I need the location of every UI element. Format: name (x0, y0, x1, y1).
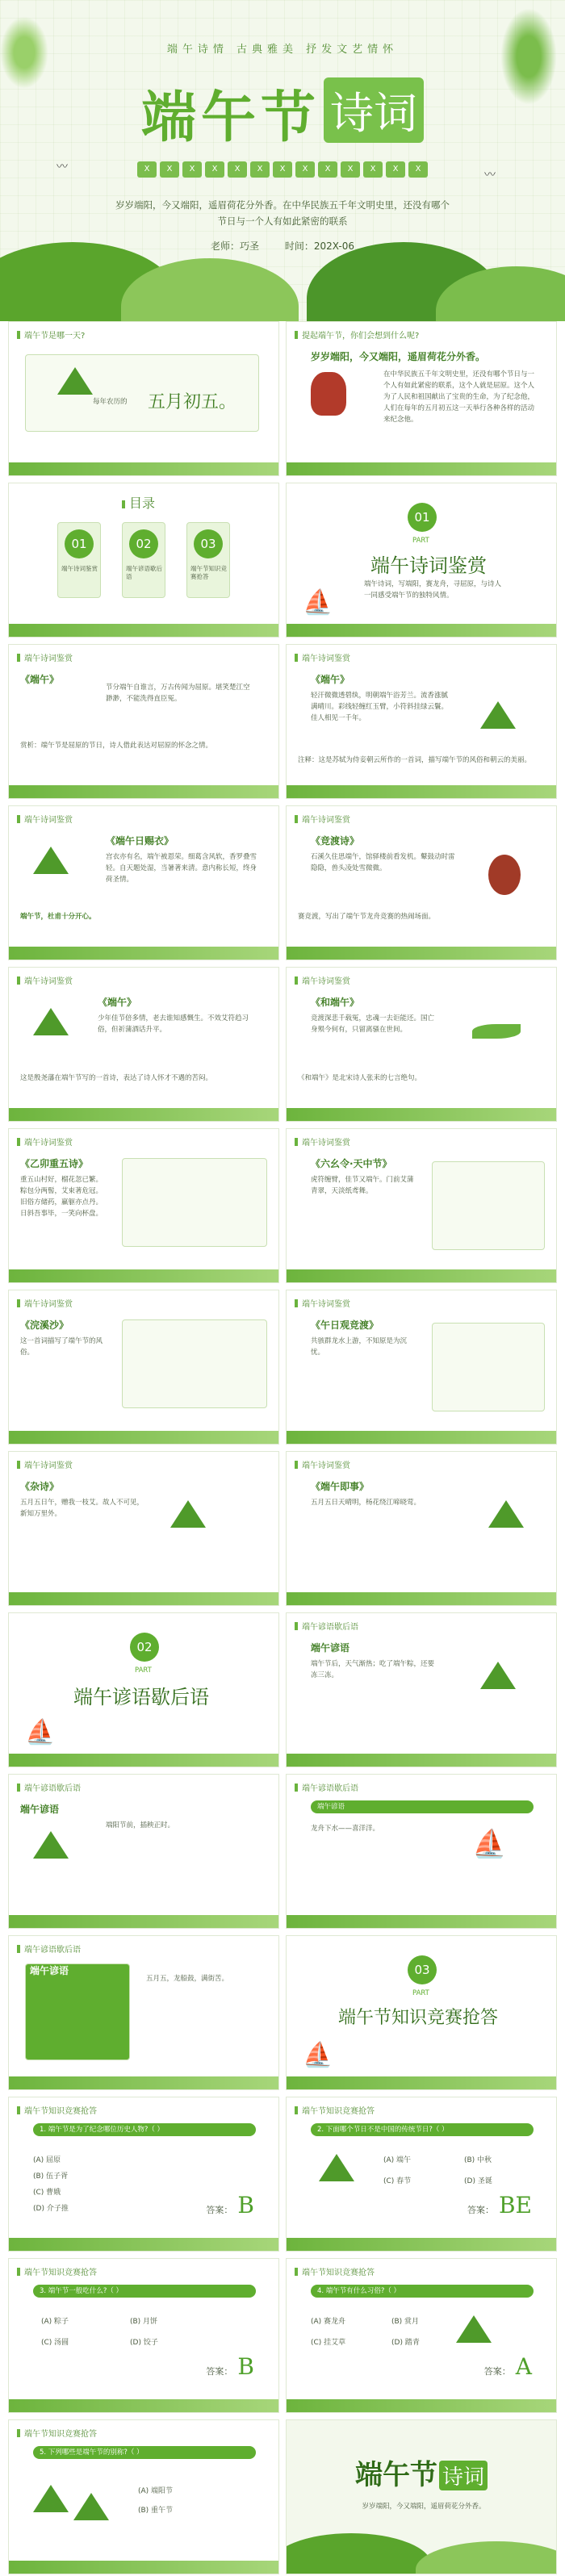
quiz-question: 1. 端午节是为了纪念哪位历史人物?（ ） (33, 2123, 256, 2136)
slide-footer (9, 2561, 278, 2574)
zongzi-icon (57, 367, 93, 395)
slide-poem[interactable] (8, 1451, 279, 1606)
quiz-option[interactable]: (A) 屈原 (33, 2156, 61, 2164)
ending-body: 岁岁端阳，今又端阳，遥眉荷花分外香。 (362, 2503, 486, 2511)
slide-quiz[interactable] (8, 2258, 279, 2413)
slide-footer (287, 2076, 556, 2089)
slide-header: 端午诗词鉴赏 (295, 974, 350, 986)
poem-title: 《和端午》 (311, 997, 360, 1008)
answer-value: A (515, 2353, 532, 2380)
zongzi-icon (480, 1662, 516, 1689)
slide-section-3[interactable] (286, 1935, 557, 2090)
slide-ending[interactable] (286, 2419, 557, 2574)
section-number: 02 (130, 1633, 159, 1662)
poem-card (122, 1158, 267, 1247)
section-part: PART (412, 1989, 429, 1997)
toc-label: 端午谚语歇后语 (126, 565, 162, 580)
date-big: 五月初五。 (148, 392, 237, 412)
answer-value: BE (498, 2192, 532, 2218)
zongzi-icon (73, 2493, 109, 2520)
answer-label: 答案： (206, 2366, 233, 2377)
slide-footer (287, 1592, 556, 1605)
wine-jar-icon (488, 855, 521, 895)
poem-title: 《乙卯重五诗》 (20, 1158, 89, 1169)
slide-poem[interactable] (286, 1290, 557, 1445)
section-title: 端午诗词鉴赏 (370, 554, 487, 577)
quiz-option[interactable]: (D) 踏青 (391, 2339, 420, 2347)
dragon-boat-icon: ⛵ (303, 2041, 333, 2069)
toc-label: 端午节知识竞赛抢答 (190, 565, 227, 580)
slide-header: 端午节知识竞赛抢答 (295, 2104, 375, 2116)
ending-title-main: 端午节 (354, 2459, 437, 2491)
quiz-option[interactable]: (B) 中秋 (464, 2156, 492, 2164)
slide-title: 端午谚语 (30, 1965, 69, 1976)
slide-footer (287, 624, 556, 637)
slide-header: 端午诗词鉴赏 (17, 1135, 73, 1148)
slide-date[interactable] (8, 321, 279, 476)
slide-footer (287, 462, 556, 475)
quiz-answer (206, 2353, 254, 2380)
slide-section-2[interactable] (8, 1612, 279, 1767)
quiz-question: 4. 端午节有什么习俗?（ ） (311, 2285, 534, 2298)
slide-header: 端午节知识竞赛抢答 (17, 2104, 97, 2116)
poem-note: 《和端午》是北宋诗人张耒的七言绝句。 (298, 1074, 422, 1082)
cover-title (0, 74, 565, 153)
slide-footer (9, 2238, 278, 2251)
slide-proverb[interactable] (8, 1935, 279, 2090)
ending-title (287, 2453, 556, 2492)
poem-body: 少年佳节倍多情，老去谁知感慨生。不效艾符趋习俗，但祈蒲酒话升平。 (98, 1014, 249, 1034)
poem-card (432, 1323, 545, 1411)
quiz-option[interactable]: (D) 介子推 (33, 2205, 69, 2213)
slide-proverb[interactable] (286, 1612, 557, 1767)
toc-item[interactable] (186, 522, 230, 598)
slide-poem[interactable] (286, 1451, 557, 1606)
slide-header: 端午诗词鉴赏 (17, 974, 73, 986)
zongzi-icon (480, 701, 516, 729)
poem-card (432, 1161, 545, 1250)
slide-body: 端阳节前，插秧正时。 (106, 1821, 175, 1830)
toc-num: 03 (194, 529, 223, 558)
slide-intro[interactable] (286, 321, 557, 476)
subline-char: X (273, 161, 292, 178)
dragon-boat-icon: ⛵ (472, 1828, 507, 1860)
answer-label: 答案： (206, 2205, 233, 2215)
subline-char: X (182, 161, 202, 178)
poem-note: 注释：这是苏轼为侍妾朝云所作的一首词，描写端午节的风俗和朝云的美丽。 (298, 756, 532, 764)
slide-header: 端午诗词鉴赏 (17, 813, 73, 825)
slide-header: 端午节知识竞赛抢答 (17, 2265, 97, 2277)
slide-body: 龙舟下水——喜洋洋。 (311, 1825, 380, 1833)
poem-card (122, 1319, 267, 1408)
quiz-option[interactable]: (B) 伍子胥 (33, 2172, 69, 2181)
mountain-illustration (416, 2541, 557, 2574)
section-number: 01 (408, 503, 437, 532)
slide-poem[interactable] (286, 967, 557, 1122)
slide-quiz[interactable] (8, 2419, 279, 2574)
toc-item[interactable] (122, 522, 165, 598)
slide-body: 在中华民族五千年文明史里，还没有哪个节日与一个人有如此紧密的联系，这个人就是屈原。这个人为了人民和祖国献出了宝贵的生命，为了纪念他，人们在每年的五月初五这一天举行各种各样的活动来纪念他。 (383, 370, 535, 424)
section-part: PART (135, 1666, 152, 1675)
poem-body: 这一首词描写了端午节的风俗。 (20, 1337, 103, 1357)
slide-footer (9, 462, 278, 475)
poem-note: 赛竞渡，写出了端午节龙舟竞赛的热闹场面。 (298, 913, 436, 921)
slide-title: 岁岁端阳，今又端阳，遥眉荷花分外香。 (311, 351, 486, 362)
slide-body: 五月五，龙船鼓，满街苦。 (146, 1975, 229, 1983)
poem-title: 《六幺令·天中节》 (311, 1158, 392, 1169)
swallow-icon: 〰 (56, 161, 68, 174)
slide-header: 端午谚语歇后语 (17, 1781, 81, 1793)
slide-footer (9, 2076, 278, 2089)
poem-body: 五月五日午，赠我一枝艾。故人不可见，新知万里外。 (20, 1499, 144, 1518)
slide-header: 提起端午节，你们会想到什么呢? (295, 328, 419, 341)
section-part: PART (412, 537, 429, 545)
slide-footer (287, 1754, 556, 1767)
date-note: 每年农历的 (93, 398, 128, 406)
cover-intro: 岁岁端阳，今又端阳，遥眉荷花分外香。在中华民族五千年文明史里，还没有哪个节日与一个人有如此紧密的联系 (115, 199, 450, 227)
slide-title: 端午谚语 (311, 1642, 350, 1654)
cover-subline (137, 161, 428, 178)
section-desc: 端午诗词，写端阳，赛龙舟，寻屈原，与诗人一同感受端午节的独特风情。 (364, 580, 502, 600)
toc-item[interactable] (57, 522, 101, 598)
subline-char: X (250, 161, 270, 178)
section-title: 端午节知识竞赛抢答 (338, 2008, 499, 2028)
slide-title: 端午谚语 (20, 1804, 60, 1815)
quiz-option[interactable]: (B) 赏月 (391, 2318, 420, 2326)
poem-title: 《杂诗》 (20, 1481, 60, 1492)
cover-teacher: 老师：巧圣 (211, 240, 260, 252)
proverb-bar: 端午谚语 (311, 1800, 534, 1813)
slide-header: 端午谚语歇后语 (295, 1781, 358, 1793)
slide-footer (287, 2399, 556, 2412)
cover-title-main: 端午节 (140, 86, 320, 150)
poem-title: 《浣溪沙》 (20, 1319, 69, 1331)
slide-header: 端午诗词鉴赏 (17, 1297, 73, 1309)
slide-header: 端午节是哪一天? (17, 328, 85, 341)
slide-header: 端午诗词鉴赏 (17, 1458, 73, 1470)
bamboo-leaves-decoration (500, 8, 557, 105)
slide-footer (287, 947, 556, 960)
quiz-answer (206, 2192, 254, 2218)
zongzi-icon (33, 1008, 69, 1035)
answer-label: 答案： (467, 2205, 494, 2215)
slide-footer (9, 1431, 278, 1444)
slide-footer (9, 2399, 278, 2412)
section-number: 03 (408, 1955, 437, 1984)
zongzi-icon (33, 2485, 69, 2512)
poem-title: 《端午即事》 (311, 1481, 370, 1492)
slide-footer (9, 785, 278, 798)
toc-num: 01 (65, 529, 94, 558)
leaf-icon (472, 1024, 521, 1039)
poem-body: 轻汗微微透碧纨，明朝端午浴芳兰。流香涨腻满晴川。彩线轻缠红玉臂，小符斜挂绿云鬟。佳人相见一千年。 (311, 692, 449, 722)
slide-footer (9, 1592, 278, 1605)
slide-quiz[interactable] (286, 2258, 557, 2413)
subline-char: X (408, 161, 428, 178)
slide-quiz[interactable] (286, 2097, 557, 2252)
poem-title: 《端午》 (311, 674, 350, 685)
slide-section-1[interactable] (286, 483, 557, 638)
slide-footer (287, 2238, 556, 2251)
slide-header: 端午诗词鉴赏 (295, 1458, 350, 1470)
slide-footer (287, 785, 556, 798)
slide-footer (287, 1915, 556, 1928)
subline-char: X (137, 161, 157, 178)
answer-value: B (237, 2192, 254, 2218)
slide-header: 端午诗词鉴赏 (295, 651, 350, 663)
cover-tagline: 端午诗情 古典雅美 抒发文艺情怀 (166, 44, 399, 56)
poem-title: 《端午日赐衣》 (106, 835, 174, 847)
quiz-option[interactable]: (C) 挂艾草 (311, 2339, 346, 2347)
slide-poem[interactable] (286, 1128, 557, 1283)
quiz-option[interactable]: (D) 饺子 (130, 2339, 158, 2347)
cover-slide (0, 0, 565, 321)
slide-footer (9, 1269, 278, 1282)
subline-char: X (228, 161, 247, 178)
slide-header: 端午节知识竞赛抢答 (295, 2265, 375, 2277)
toc-num: 02 (129, 529, 158, 558)
cover-title-badge: 诗词 (324, 77, 424, 143)
slide-proverb[interactable] (8, 1774, 279, 1929)
slide-header: 端午诗词鉴赏 (295, 813, 350, 825)
zongzi-icon (170, 1500, 206, 1528)
proverb-card (25, 1963, 130, 2060)
quiz-option[interactable]: (A) 端阳节 (138, 2487, 174, 2495)
quiz-answer (484, 2353, 532, 2380)
ending-title-badge: 诗词 (439, 2461, 488, 2490)
slide-footer (287, 1431, 556, 1444)
slide-header: 端午谚语歇后语 (295, 1620, 358, 1632)
poem-body: 石溪久住思端午，馆驿楼前看发机。鼙鼓动时雷隐隐，兽头凌处雪微微。 (311, 853, 455, 872)
slide-header: 端午节知识竞赛抢答 (17, 2427, 97, 2439)
quiz-option[interactable]: (C) 春节 (383, 2177, 412, 2185)
zongzi-icon (33, 1831, 69, 1859)
slide-header: 目录 (122, 493, 155, 512)
poem-title: 《竞渡诗》 (311, 835, 360, 847)
quiz-question: 2. 下面哪个节日不是中国的传统节日?（ ） (311, 2123, 534, 2136)
slide-poem[interactable] (8, 1128, 279, 1283)
quiz-option[interactable]: (B) 重午节 (138, 2507, 174, 2515)
zongzi-icon (319, 2154, 354, 2181)
subline-char: X (205, 161, 224, 178)
zongzi-icon (33, 847, 69, 874)
slide-footer (9, 1108, 278, 1121)
quiz-answer (467, 2192, 532, 2218)
quiz-option[interactable]: (B) 月饼 (130, 2318, 158, 2326)
dragon-boat-icon: ⛵ (25, 1718, 56, 1746)
quiz-option[interactable]: (A) 赛龙舟 (311, 2318, 346, 2326)
quiz-option[interactable]: (D) 圣诞 (464, 2177, 492, 2185)
slide-header: 端午诗词鉴赏 (17, 651, 73, 663)
toc-label: 端午诗词鉴赏 (61, 565, 98, 572)
slide-footer (9, 1915, 278, 1928)
subline-char: X (160, 161, 179, 178)
poem-body: 五月五日天晴明，杨花绕江啼晓莺。 (311, 1499, 421, 1507)
poem-note: 赏析：端午节是屈原的节日，诗人借此表达对屈原的怀念之情。 (20, 742, 213, 750)
slide-body: 端午节后，天气渐热；吃了端午粽，还要冻三冻。 (311, 1660, 435, 1679)
slide-poem[interactable] (286, 644, 557, 799)
slide-footer (287, 1269, 556, 1282)
zongzi-icon (488, 1500, 524, 1528)
answer-value: B (237, 2353, 254, 2380)
quiz-option[interactable]: (A) 端午 (383, 2156, 412, 2164)
slide-footer (287, 1108, 556, 1121)
subline-char: X (295, 161, 315, 178)
slide-header: 端午诗词鉴赏 (295, 1135, 350, 1148)
slide-header: 端午诗词鉴赏 (295, 1297, 350, 1309)
mountain-illustration (286, 2533, 432, 2574)
slide-footer (9, 1754, 278, 1767)
slide-proverb[interactable] (286, 1774, 557, 1929)
quiz-option[interactable]: (C) 曹娥 (33, 2189, 61, 2197)
poem-title: 《端午》 (20, 674, 60, 685)
subline-char: X (363, 161, 383, 178)
quiz-question: 3. 端午节一般吃什么?（ ） (33, 2285, 256, 2298)
poem-body: 宫衣亦有名，端午被恩荣。细葛含风软，香罗叠雪轻。自天题处湿，当暑著来清。意内称长短，终身荷圣情。 (106, 853, 257, 884)
slide-poem[interactable] (8, 805, 279, 960)
slide-footer (9, 947, 278, 960)
poem-body: 竞渡深悲千载冤，忠魂一去讵能还。国亡身殒今何有，只留离骚在世间。 (311, 1014, 435, 1034)
slide-quiz[interactable] (8, 2097, 279, 2252)
subline-char: X (341, 161, 360, 178)
answer-label: 答案： (483, 2366, 511, 2377)
subline-char: X (386, 161, 405, 178)
poem-title: 《端午》 (98, 997, 137, 1008)
poem-body: 虎符缠臂，佳节又端午。门前艾蒲青翠，天淡纸鸢舞。 (311, 1176, 414, 1195)
swallow-icon: 〰 (484, 169, 496, 182)
slide-poem[interactable] (286, 805, 557, 960)
zongzi-icon (456, 2315, 492, 2343)
slide-toc[interactable] (8, 483, 279, 638)
poem-note: 端午节，杜甫十分开心。 (20, 913, 96, 921)
bamboo-leaves-decoration (0, 16, 48, 89)
quiz-option[interactable]: (C) 汤圆 (41, 2339, 69, 2347)
cover-time: 时间：202X-06 (284, 240, 354, 252)
poem-body: 节分端午自谁言，万古传闻为屈原。堪笑楚江空渺渺，不能洗得直臣冤。 (106, 684, 250, 703)
slide-footer (9, 624, 278, 637)
poem-title: 《午日观竞渡》 (311, 1319, 379, 1331)
jar-icon (311, 372, 346, 416)
quiz-question: 5. 下列哪些是端午节的别称?（ ） (33, 2446, 256, 2459)
section-title: 端午谚语歇后语 (73, 1686, 209, 1708)
slide-poem[interactable] (8, 644, 279, 799)
slide-header: 端午谚语歇后语 (17, 1942, 81, 1955)
poem-body: 共骇群龙水上游，不知原是为沉忧。 (311, 1337, 408, 1357)
quiz-option[interactable]: (A) 粽子 (41, 2318, 69, 2326)
subline-char: X (318, 161, 337, 178)
poem-body: 重五山村好，榴花忽已繁。粽包分两髻，艾束著危冠。旧俗方储药，羸躯亦点丹。日斜吾事毕，一笑向杯盘。 (20, 1176, 103, 1218)
poem-note: 这是殷尧藩在端午节写的一首诗，表达了诗人怀才不遇的苦闷。 (20, 1074, 213, 1082)
slide-poem[interactable] (8, 1290, 279, 1445)
dragon-boat-icon: ⛵ (303, 588, 333, 617)
slide-poem[interactable] (8, 967, 279, 1122)
